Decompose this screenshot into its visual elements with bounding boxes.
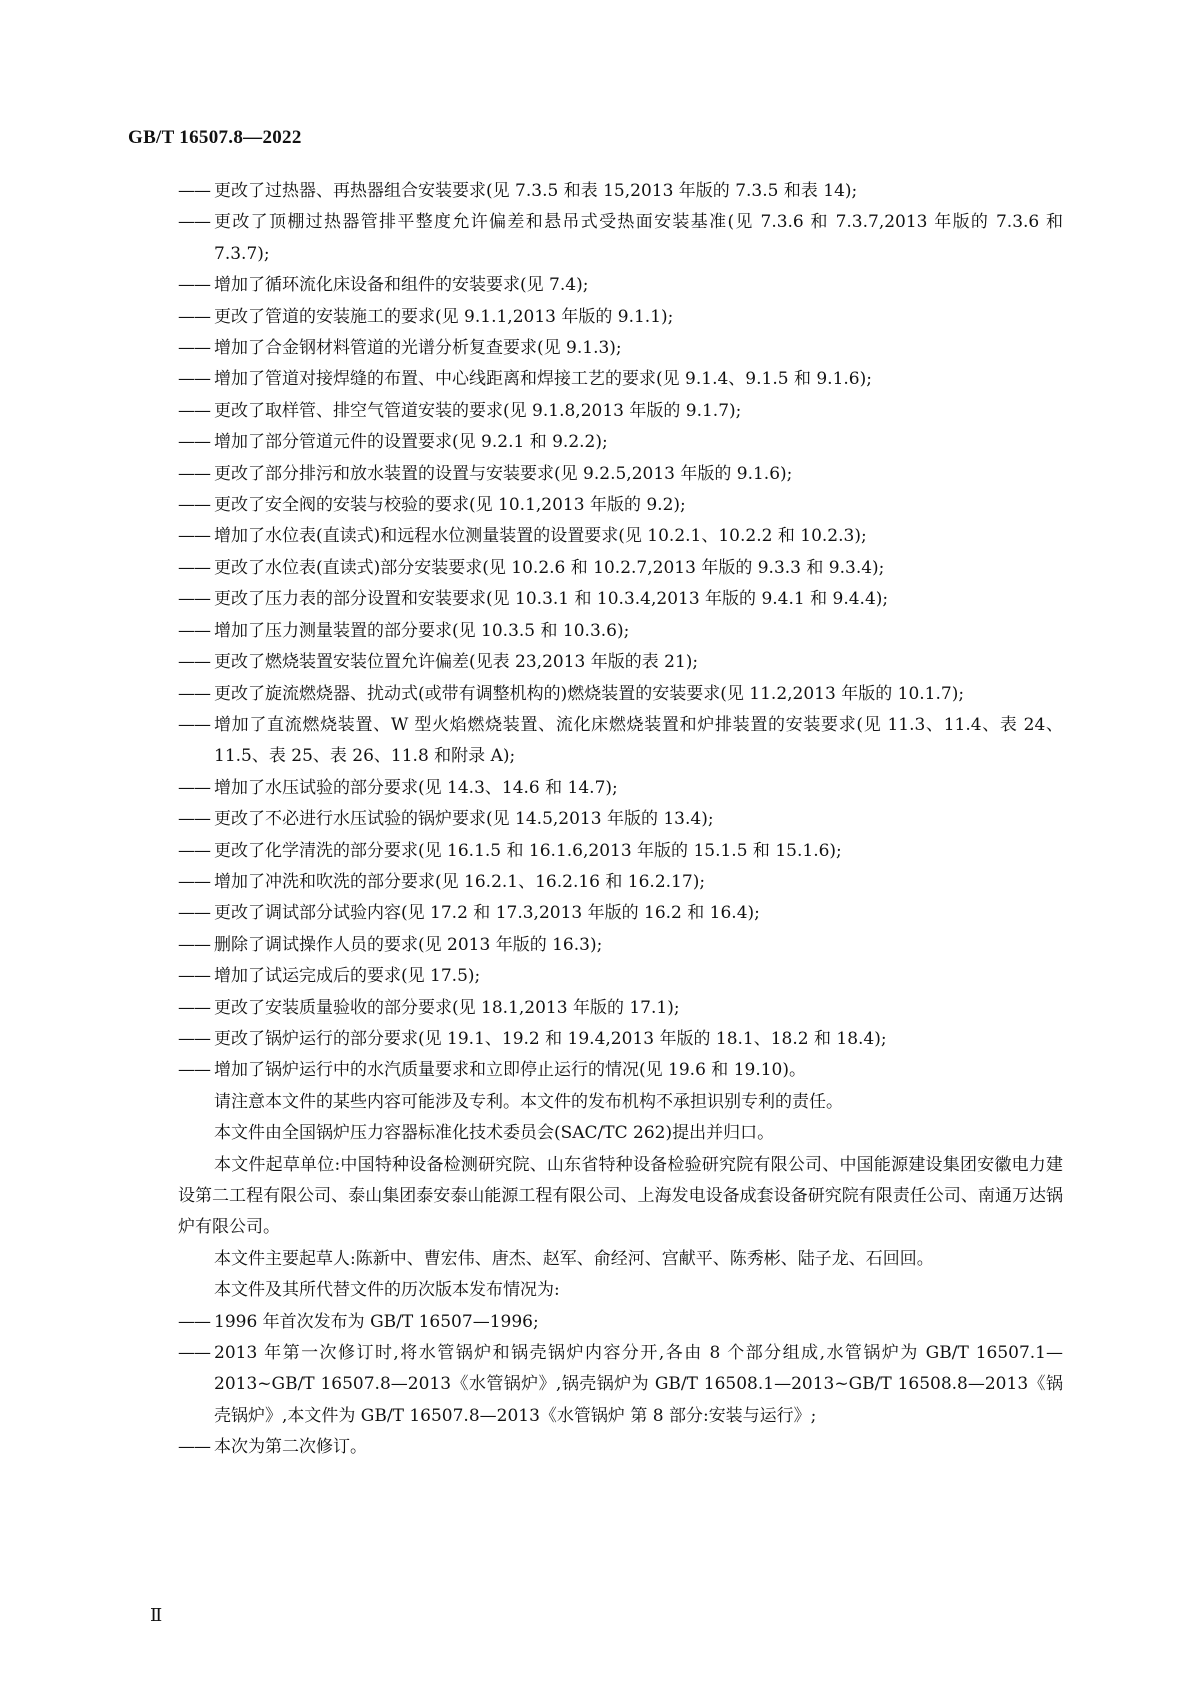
drafting-units-paragraph	[178, 1150, 1063, 1244]
history-item	[178, 1307, 1063, 1338]
patent-text: 请注意本文件的某些内容可能涉及专利。本文件的发布机构不承担识别专利的责任。	[214, 1091, 843, 1112]
list-dash: ——	[178, 777, 210, 798]
change-text: 增加了合金钢材料管道的光谱分析复查要求(见 9.1.3);	[214, 338, 622, 359]
list-dash: ——	[178, 275, 210, 296]
change-text: 更改了部分排污和放水装置的设置与安装要求(见 9.2.5,2013 年版的 9.1.6);	[214, 463, 793, 484]
history-intro-paragraph	[178, 1275, 1063, 1306]
list-dash: ——	[178, 526, 210, 547]
change-item	[178, 867, 1063, 898]
proposer-text: 本文件由全国锅炉压力容器标准化技术委员会(SAC/TC 262)提出并归口。	[214, 1123, 775, 1144]
change-text: 更改了化学清洗的部分要求(见 16.1.5 和 16.1.6,2013 年版的 15.1.5 和 15.1.6);	[214, 840, 842, 861]
history-item	[178, 1432, 1063, 1463]
change-text: 增加了管道对接焊缝的布置、中心线距离和焊接工艺的要求(见 9.1.4、9.1.5 和 9.1.6);	[214, 369, 872, 390]
change-text: 增加了压力测量装置的部分要求(见 10.3.5 和 10.3.6);	[214, 620, 630, 641]
change-item	[178, 710, 1063, 773]
change-item	[178, 270, 1063, 301]
change-item	[178, 176, 1063, 207]
change-text: 增加了直流燃烧装置、W 型火焰燃烧装置、流化床燃烧装置和炉排装置的安装要求(见 11.3、11.4、表 24、11.5、表 25、表 26、11.8 和附录 A);	[214, 714, 1063, 767]
drafting-units-text	[178, 1150, 1063, 1244]
proposer-paragraph	[178, 1118, 1063, 1149]
list-dash: ——	[178, 212, 210, 233]
drafting-units-text-inner: 本文件起草单位:中国特种设备检测研究院、山东省特种设备检验研究院有限公司、中国能源建设集团安徽电力建设第二工程有限公司、泰山集团泰安泰山能源工程有限公司、上海发电设备成套设备研究院有限责任公司、南通万达锅炉有限公司。	[178, 1154, 1063, 1238]
change-item	[178, 333, 1063, 364]
history-text: 2013 年第一次修订时,将水管锅炉和锅壳锅炉内容分开,各由 8 个部分组成,水管锅炉为 GB/T 16507.1—2013~GB/T 16507.8—2013《水管锅炉》,锅壳锅炉为 GB/T 16508.1—2013~GB/T 16508.8—2013《锅壳锅炉》,本文件为 GB/T 16507.8—2013《水管锅炉 第 8 部分:安装与运行》;	[214, 1343, 1063, 1426]
change-item	[178, 773, 1063, 804]
change-item	[178, 521, 1063, 552]
change-item	[178, 993, 1063, 1024]
change-text: 增加了循环流化床设备和组件的安装要求(见 7.4);	[214, 275, 589, 296]
list-dash: ——	[178, 557, 210, 578]
list-dash: ——	[178, 903, 210, 924]
list-dash: ——	[178, 1311, 210, 1332]
change-text: 更改了燃烧装置安装位置允许偏差(见表 23,2013 年版的表 21);	[214, 652, 699, 673]
change-text: 增加了水位表(直读式)和远程水位测量装置的设置要求(见 10.2.1、10.2.2 和 10.2.3);	[214, 526, 867, 547]
page-number: Ⅱ	[150, 1605, 163, 1625]
list-dash: ——	[178, 871, 210, 892]
change-text: 增加了部分管道元件的设置要求(见 9.2.1 和 9.2.2);	[214, 432, 608, 453]
change-text: 增加了水压试验的部分要求(见 14.3、14.6 和 14.7);	[214, 777, 618, 798]
change-text: 增加了锅炉运行中的水汽质量要求和立即停止运行的情况(见 19.6 和 19.10)。	[214, 1060, 806, 1081]
change-item	[178, 930, 1063, 961]
change-text: 增加了试运完成后的要求(见 17.5);	[214, 966, 481, 987]
list-dash: ——	[178, 400, 210, 421]
list-dash: ——	[178, 652, 210, 673]
change-text: 更改了安装质量验收的部分要求(见 18.1,2013 年版的 17.1);	[214, 997, 680, 1018]
change-item	[178, 679, 1063, 710]
change-text: 更改了调试部分试验内容(见 17.2 和 17.3,2013 年版的 16.2 和 16.4);	[214, 903, 760, 924]
list-dash: ——	[178, 1028, 210, 1049]
change-text: 更改了安全阀的安装与校验的要求(见 10.1,2013 年版的 9.2);	[214, 495, 686, 516]
list-dash: ——	[178, 966, 210, 987]
changes-list	[178, 176, 1063, 1087]
list-dash: ——	[178, 809, 210, 830]
list-dash: ——	[178, 997, 210, 1018]
list-dash: ——	[178, 306, 210, 327]
change-item	[178, 647, 1063, 678]
change-item	[178, 302, 1063, 333]
change-text: 更改了过热器、再热器组合安装要求(见 7.3.5 和表 15,2013 年版的 7.3.5 和表 14);	[214, 181, 858, 201]
change-text: 更改了旋流燃烧器、扰动式(或带有调整机构的)燃烧装置的安装要求(见 11.2,2013 年版的 10.1.7);	[214, 683, 965, 704]
history-list	[178, 1307, 1063, 1464]
history-text: 本次为第二次修订。	[214, 1437, 367, 1458]
list-dash: ——	[178, 338, 210, 359]
patent-paragraph	[178, 1087, 1063, 1118]
list-dash: ——	[178, 589, 210, 610]
change-item	[178, 364, 1063, 395]
change-item	[178, 490, 1063, 521]
list-dash: ——	[178, 840, 210, 861]
change-item	[178, 207, 1063, 270]
list-dash: ——	[178, 714, 210, 735]
change-item	[178, 1055, 1063, 1086]
list-dash: ——	[178, 181, 210, 201]
change-item	[178, 804, 1063, 835]
change-item	[178, 459, 1063, 490]
change-text: 更改了取样管、排空气管道安装的要求(见 9.1.8,2013 年版的 9.1.7);	[214, 400, 742, 421]
history-item	[178, 1338, 1063, 1432]
list-dash: ——	[178, 1060, 210, 1081]
change-text: 删除了调试操作人员的要求(见 2013 年版的 16.3);	[214, 934, 603, 955]
change-item	[178, 616, 1063, 647]
list-dash: ——	[178, 432, 210, 453]
change-text: 增加了冲洗和吹洗的部分要求(见 16.2.1、16.2.16 和 16.2.17);	[214, 871, 706, 892]
change-text: 更改了顶棚过热器管排平整度允许偏差和悬吊式受热面安装基准(见 7.3.6 和 7.3.7,2013 年版的 7.3.6 和 7.3.7);	[214, 212, 1063, 264]
list-dash: ——	[178, 463, 210, 484]
change-item	[178, 898, 1063, 929]
change-item	[178, 961, 1063, 992]
history-intro-text: 本文件及其所代替文件的历次版本发布情况为:	[214, 1280, 560, 1301]
list-dash: ——	[178, 620, 210, 641]
change-item	[178, 584, 1063, 615]
list-dash: ——	[178, 495, 210, 516]
list-dash: ——	[178, 683, 210, 704]
history-text: 1996 年首次发布为 GB/T 16507—1996;	[214, 1311, 539, 1332]
standard-code-header: GB/T 16507.8—2022	[128, 127, 302, 148]
drafters-paragraph	[178, 1244, 1063, 1275]
change-item	[178, 553, 1063, 584]
change-item	[178, 1024, 1063, 1055]
list-dash: ——	[178, 1343, 210, 1364]
change-item	[178, 396, 1063, 427]
change-text: 更改了水位表(直读式)部分安装要求(见 10.2.6 和 10.2.7,2013 年版的 9.3.3 和 9.3.4);	[214, 557, 885, 578]
list-dash: ——	[178, 1437, 210, 1458]
change-item	[178, 836, 1063, 867]
list-dash: ——	[178, 369, 210, 390]
change-text: 更改了管道的安装施工的要求(见 9.1.1,2013 年版的 9.1.1);	[214, 306, 674, 327]
drafters-text: 本文件主要起草人:陈新中、曹宏伟、唐杰、赵军、俞经河、宫献平、陈秀彬、陆子龙、石回回。	[214, 1248, 934, 1269]
change-text: 更改了压力表的部分设置和安装要求(见 10.3.1 和 10.3.4,2013 年版的 9.4.1 和 9.4.4);	[214, 589, 889, 610]
list-dash: ——	[178, 934, 210, 955]
change-item	[178, 427, 1063, 458]
change-text: 更改了锅炉运行的部分要求(见 19.1、19.2 和 19.4,2013 年版的 18.1、18.2 和 18.4);	[214, 1028, 887, 1049]
change-text: 更改了不必进行水压试验的锅炉要求(见 14.5,2013 年版的 13.4);	[214, 809, 714, 830]
foreword-content	[178, 176, 1063, 1464]
